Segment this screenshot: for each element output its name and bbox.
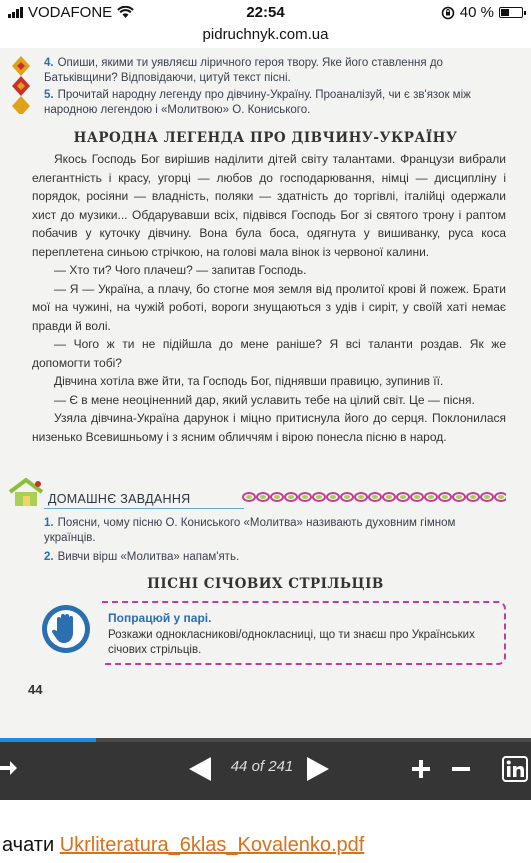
download-prefix: ачати xyxy=(2,834,55,856)
legend-paragraph: Якось Господь Бог вирішив надiлити дітей світу талантами. Французи вибрали елегантність і красу, угорці — любов до господарювання, німці — дисципліну і порядок, росіяни — владність, поляки — здатність до торгівлі, італійці одержали хист до музики... Обдарувавши всіх, підвівся Господь Бог зі святого трону і раптом побачив у куточку дівчину. Вона була боса, одягнута у вишиванку, руса коса переплетена синьою стрічкою, на голові мала вінок із червоної калини. xyxy=(32,152,506,259)
linkedin-icon[interactable] xyxy=(502,756,528,782)
pdf-toolbar xyxy=(0,738,531,800)
pdf-page[interactable] xyxy=(0,48,531,738)
page-number: 44 xyxy=(28,682,43,697)
homework-number: 1. xyxy=(44,517,54,529)
legend-paragraph: — Я — Україна, а плачу, бо стогне моя земля від пролитої крові й пожеж. Брати мої на чужині, на чужій роботі, вороги знущаються з удів і сиріт, у своїй хаті немає правди й волі. xyxy=(32,281,506,333)
divider xyxy=(44,508,244,509)
homework-header xyxy=(6,478,506,506)
ornament-icon xyxy=(8,54,34,114)
battery-icon xyxy=(499,7,523,18)
homework-text: Поясни, чому пісню О. Кониського «Молитва» називають духовним гімном українців. xyxy=(44,517,456,544)
battery-percent: 40 % xyxy=(459,4,494,21)
legend-paragraph: Узяла дівчина-Україна дарунок і міцно притиснула його до серця. Поклонилася низенько Всевишньому і з ясним обличчям і вірою понесла пісню в народ. xyxy=(32,411,506,444)
progress-fill xyxy=(0,738,96,742)
homework-item xyxy=(44,516,506,546)
legend-paragraph: — Хто ти? Чого плачеш? — запитав Господь. xyxy=(54,263,307,277)
status-right xyxy=(441,4,523,21)
download-bar xyxy=(0,800,531,863)
hand-icon xyxy=(40,603,92,655)
page-indicator: 44 of 241 xyxy=(230,758,294,775)
task-text: Прочитай народну легенду про дівчину-Україну. Проаналізуй, чи є зв'язок між народною легендою і «Молитвою» О. Кониського. xyxy=(44,89,471,116)
homework-item xyxy=(44,550,506,565)
task-item xyxy=(44,56,506,86)
homework-title: ДОМАШНЄ ЗАВДАННЯ xyxy=(48,492,191,506)
zoom-in-icon[interactable] xyxy=(412,760,430,778)
rotation-lock-icon xyxy=(441,6,455,20)
legend-paragraph: — Чого ж ти не підійшла до мене раніше? Я всі таланти роздав. Як же допомогти тобі? xyxy=(32,337,506,370)
braid-ornament-icon xyxy=(242,490,506,504)
share-arrow-icon[interactable] xyxy=(0,758,18,778)
task-number: 4. xyxy=(44,57,54,69)
task-text: Опиши, якими ти уявляєш ліричного героя твору. Яке його ставлення до Батьківщини? Відповідаючи, цитуй текст пісні. xyxy=(44,57,443,84)
homework-number: 2. xyxy=(44,551,54,563)
next-page-icon[interactable] xyxy=(306,756,330,782)
clock: 22:54 xyxy=(246,4,285,21)
prev-page-icon[interactable] xyxy=(188,756,212,782)
house-icon xyxy=(6,478,46,508)
carrier-label: VODAFONE xyxy=(28,4,113,21)
task-item xyxy=(44,88,506,118)
task-number: 5. xyxy=(44,89,54,101)
url-bar[interactable]: pidruchnyk.com.ua xyxy=(202,26,329,43)
pair-work-text: Розкажи однокласникові/однокласниці, що ти знаєш про Українських січових стрільців. xyxy=(108,629,475,656)
legend-paragraph: Дівчина хотіла вже йти, та Господь Бог, піднявши правицю, зупинив її. xyxy=(54,374,444,388)
section-title: ПІСНІ СІЧОВИХ СТРІЛЬЦІВ xyxy=(147,576,384,592)
pair-work-title: Попрацюй у парі. xyxy=(108,611,212,625)
legend-title: НАРОДНА ЛЕГЕНДА ПРО ДІВЧИНУ-УКРАЇНУ xyxy=(73,130,458,146)
legend-paragraph: — Є в мене неоціненний дар, який уславить тебе на цілий світ. Це — пісня. xyxy=(54,392,475,407)
legend-text xyxy=(32,150,506,446)
zoom-out-icon[interactable] xyxy=(452,767,470,771)
homework-text: Вивчи вірш «Молитва» напам'ять. xyxy=(57,551,240,563)
page-progress-bar xyxy=(0,738,531,742)
status-bar xyxy=(0,0,531,26)
download-link[interactable]: Ukrliteratura_6klas_Kovalenko.pdf xyxy=(59,834,365,856)
download-line xyxy=(2,834,364,857)
